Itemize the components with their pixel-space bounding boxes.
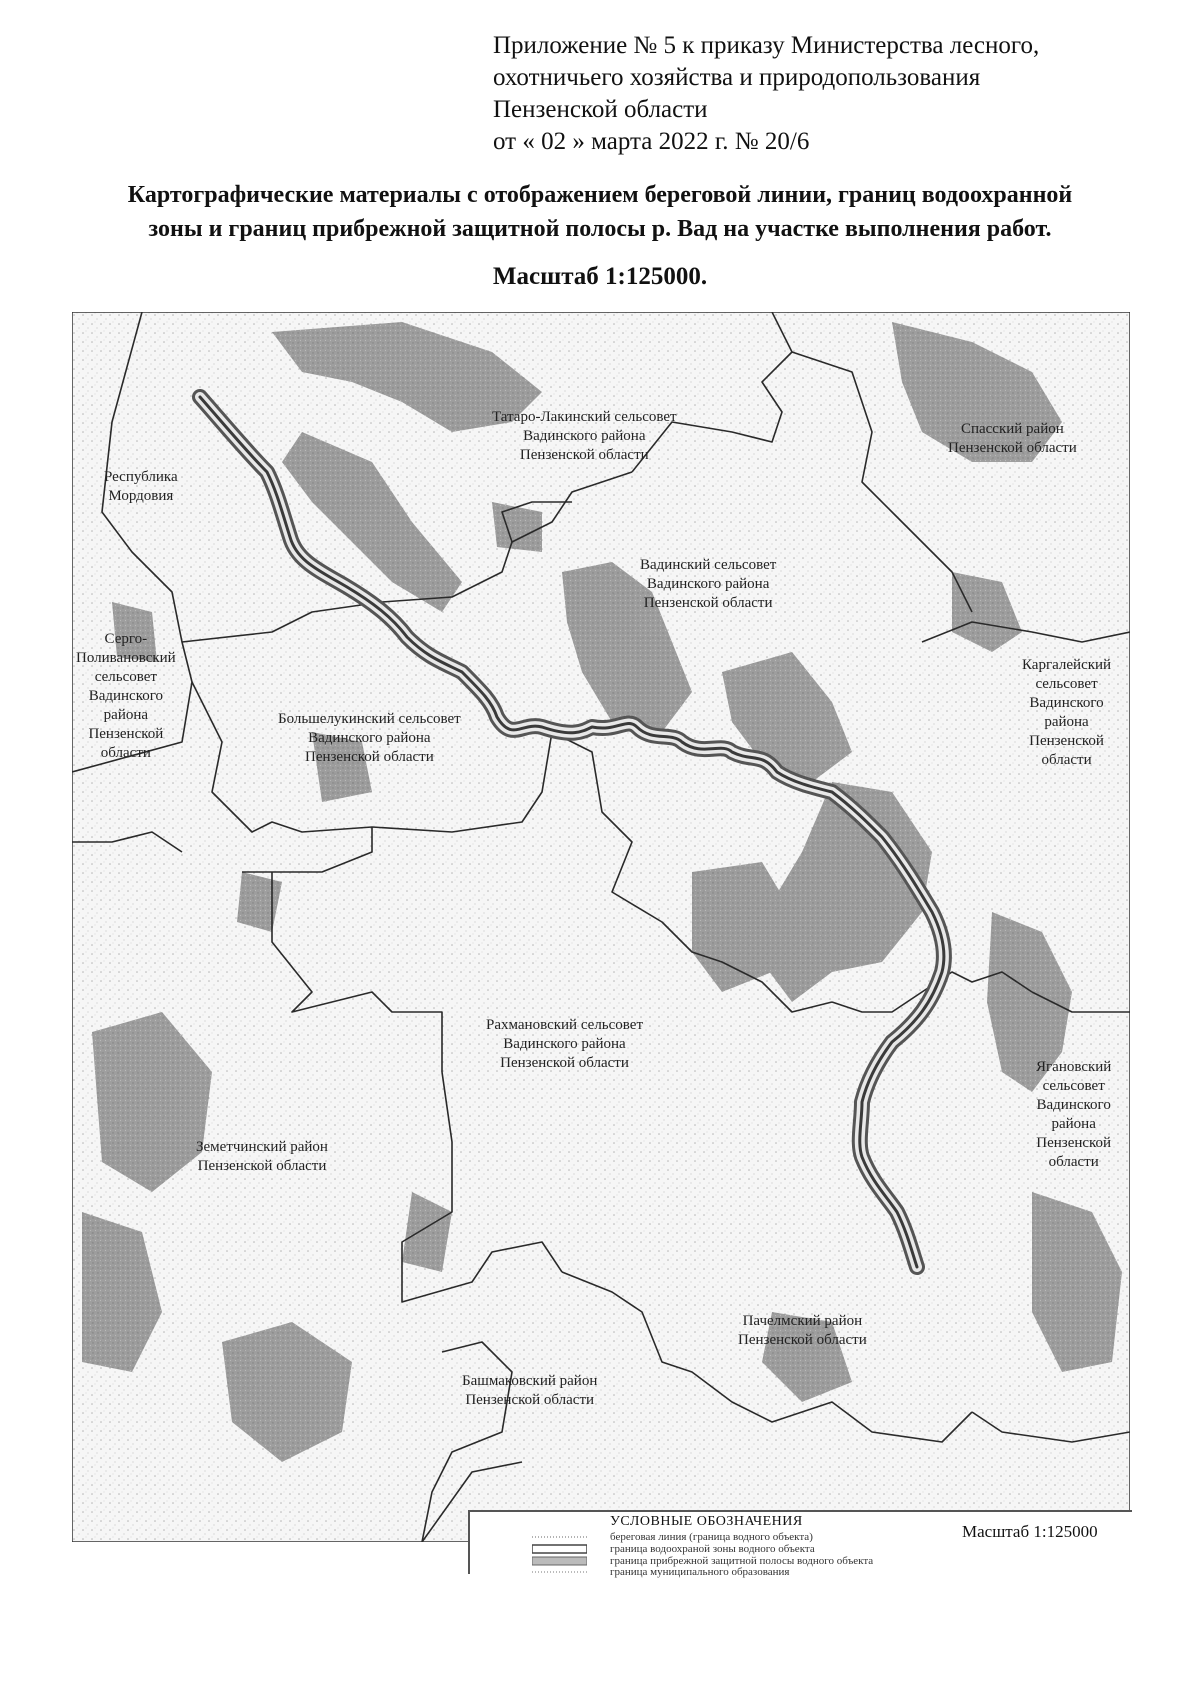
title-line: Картографические материалы с отображением береговой линии, границ водоохранной (127, 182, 1073, 208)
region-label-line: Пензенской области (465, 1392, 595, 1408)
region-label-line: Пензенской (1036, 1135, 1112, 1151)
region-label-line: Пензенской области (643, 595, 773, 611)
region-label-line: Поливановский (76, 650, 176, 666)
region-label-line: Пензенской (88, 726, 164, 742)
region-label-line: Пензенской области (948, 440, 1077, 456)
scale-label: Масштаб 1:125000. (492, 263, 708, 290)
region-label-line: Вадинского (88, 688, 164, 704)
region-label-line: Республика (104, 469, 178, 485)
region-label-line: Рахмановский сельсовет (486, 1017, 644, 1033)
title-line: зоны и границ прибрежной защитной полосы р. Вад на участке выполнения работ. (148, 216, 1052, 242)
legend-item-label: граница прибрежной защитной полосы водного объекта (610, 1555, 874, 1567)
map-canvas (72, 312, 1130, 1542)
region-label-line: Большелукинский сельсовет (278, 711, 461, 727)
region-label-line: области (1041, 752, 1092, 768)
region-label-zemetchinsky (196, 1138, 328, 1176)
region-label-sergo-polivanovsky (76, 630, 176, 763)
region-label-line: района (103, 707, 149, 723)
region-label-line: Вадинского района (646, 576, 770, 592)
region-label-line: области (100, 745, 151, 761)
map[interactable] (72, 312, 1130, 1542)
region-label-line: сельсовет (1042, 1078, 1105, 1094)
region-label-rakhmanovsky (486, 1016, 643, 1073)
region-label-tataro-lakinsky (492, 408, 677, 465)
region-label-line: Пензенской области (304, 749, 434, 765)
region-label-line: Ягановский (1036, 1059, 1112, 1075)
map-legend (468, 1510, 1132, 1578)
region-label-line: Пензенской (1029, 733, 1104, 749)
region-label-spassky (948, 420, 1077, 458)
region-label-line: сельсовет (1035, 676, 1098, 692)
region-label-line: района (1044, 714, 1089, 730)
legend-item-label: граница муниципального образования (610, 1566, 790, 1578)
region-label-line: Татаро-Лакинский сельсовет (492, 409, 677, 425)
legend-item-label: граница водоохраной зоны водного объекта (610, 1543, 815, 1555)
region-label-line: Вадинского района (523, 428, 646, 444)
region-label-line: Пензенской области (738, 1332, 867, 1348)
region-label-line: области (1048, 1154, 1099, 1170)
region-label-line: Пачелмский район (742, 1313, 863, 1329)
document-title (20, 178, 1180, 246)
region-label-line: Вадинский сельсовет (640, 557, 777, 573)
region-label-line: Вадинского (1036, 1097, 1111, 1113)
appendix-header (493, 30, 1133, 158)
region-label-line: Каргалейский (1022, 657, 1112, 673)
region-label-vadinsky (640, 556, 776, 613)
region-label-pachelmsky (738, 1312, 867, 1350)
region-label-line: Земетчинский район (196, 1139, 328, 1155)
region-label-line: Мордовия (108, 488, 174, 504)
region-label-line: сельсовет (94, 669, 157, 685)
region-label-line: района (1051, 1116, 1096, 1132)
region-label-line: Башмаковский район (462, 1373, 598, 1389)
header-line: Пензенской области (493, 96, 708, 123)
municipal-boundary-symbol-icon (532, 1565, 587, 1579)
region-label-line: Серго- (104, 631, 148, 647)
header-line: от « 02 » марта 2022 г. № 20/6 (493, 128, 810, 155)
region-label-line: Вадинского (1029, 695, 1104, 711)
region-label-line: Пензенской области (519, 447, 649, 463)
region-label-line: Вадинского района (503, 1036, 626, 1052)
region-label-line: Вадинского района (308, 730, 431, 746)
region-label-mordovia (104, 468, 178, 506)
header-line: Приложение № 5 к приказу Министерства лесного, (493, 32, 1040, 59)
region-label-line: Пензенской области (197, 1158, 327, 1174)
region-label-bolshelukinsky (278, 710, 461, 767)
legend-scale: Масштаб 1:125000 (962, 1522, 1098, 1541)
legend-item-label: береговая линия (граница водного объекта) (610, 1531, 813, 1543)
header-line: охотничьего хозяйства и природопользования (493, 64, 981, 91)
legend-title: УСЛОВНЫЕ ОБОЗНАЧЕНИЯ (610, 1514, 803, 1529)
region-label-line: Пензенской области (500, 1055, 629, 1071)
region-label-yaganovsky (1036, 1058, 1111, 1172)
region-label-bashmakovsky (462, 1372, 597, 1410)
region-label-line: Спасский район (960, 421, 1064, 437)
region-label-kargaleysky (1022, 656, 1111, 770)
